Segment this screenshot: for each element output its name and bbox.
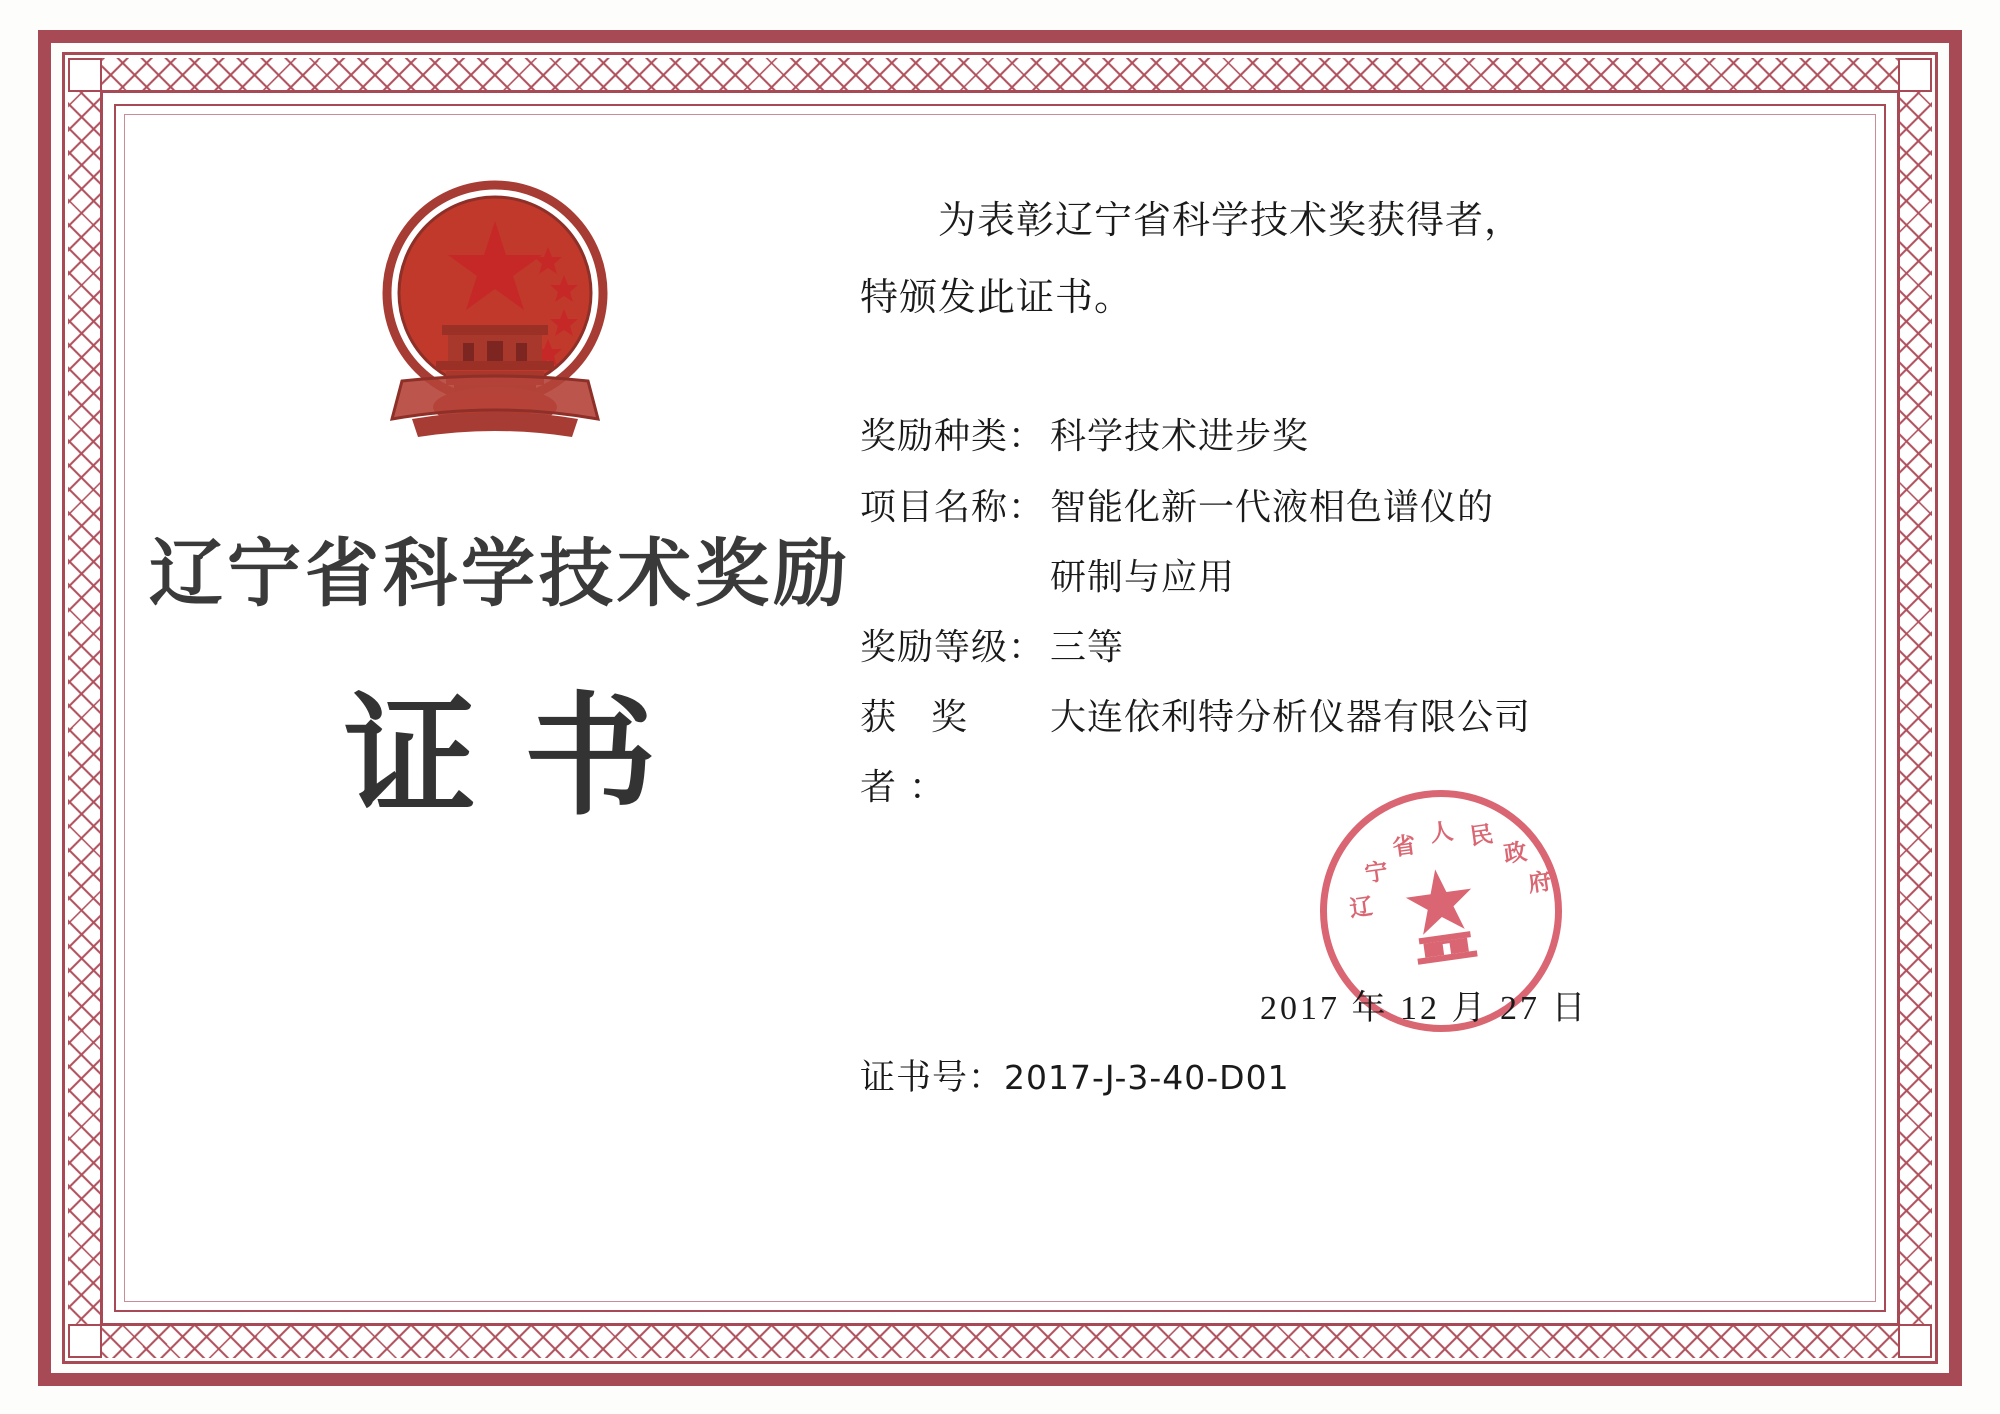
- field-label-award-category: 奖励种类：: [860, 416, 1046, 457]
- intro-line-2: 特颁发此证书。: [860, 276, 1134, 319]
- seal-char-6: 府: [1526, 868, 1553, 898]
- certificate-content: [130, 120, 1870, 1296]
- field-value-recipient: 大连依利特分析仪器有限公司: [1050, 697, 1532, 738]
- issue-date: 2017 年 12 月 27 日: [1260, 990, 1589, 1027]
- field-award-level: [860, 612, 1870, 682]
- field-value-project-name-continued: 研制与应用: [1050, 556, 1236, 597]
- field-label-award-level: 奖励等级：: [860, 626, 1046, 667]
- intro-line-1: 为表彰辽宁省科学技术奖获得者，: [938, 200, 1524, 242]
- seal-char-3: 人: [1428, 818, 1455, 848]
- field-project-name: [860, 472, 1870, 542]
- field-label-recipient: 获 奖 者：: [860, 697, 981, 808]
- seal-char-1: 宁: [1363, 858, 1390, 888]
- intro-paragraph: [860, 190, 1870, 329]
- certificate-number: [860, 1050, 1290, 1100]
- corner-ornament-top-right: [1898, 58, 1932, 92]
- seal-emblem-icon: [1373, 843, 1509, 979]
- field-label-project-name: 项目名称：: [860, 486, 1046, 527]
- corner-ornament-bottom-left: [68, 1324, 102, 1358]
- field-award-category: [860, 401, 1870, 471]
- field-value-award-level: 三等: [1050, 626, 1125, 667]
- national-emblem-icon: [350, 175, 640, 465]
- certificate-number-value: 2017-J-3-40-D01: [1004, 1058, 1290, 1097]
- corner-ornament-top-left: [68, 58, 102, 92]
- certificate-body: [860, 190, 1870, 1296]
- certificate-number-label: 证书号：: [860, 1058, 1005, 1097]
- seal-char-2: 省: [1390, 832, 1418, 862]
- seal-char-4: 民: [1468, 821, 1495, 851]
- field-value-project-name: 智能化新一代液相色谱仪的: [1050, 486, 1495, 527]
- corner-ornament-bottom-right: [1898, 1324, 1932, 1358]
- seal-char-0: 辽: [1347, 893, 1375, 923]
- page-title: 辽宁省科学技术奖励: [149, 531, 851, 617]
- award-fields: [860, 401, 1870, 822]
- field-recipient: [860, 682, 1870, 822]
- field-value-award-category: 科学技术进步奖: [1050, 416, 1310, 457]
- seal-char-5: 政: [1502, 839, 1529, 869]
- certificate-word: 证书: [344, 680, 704, 834]
